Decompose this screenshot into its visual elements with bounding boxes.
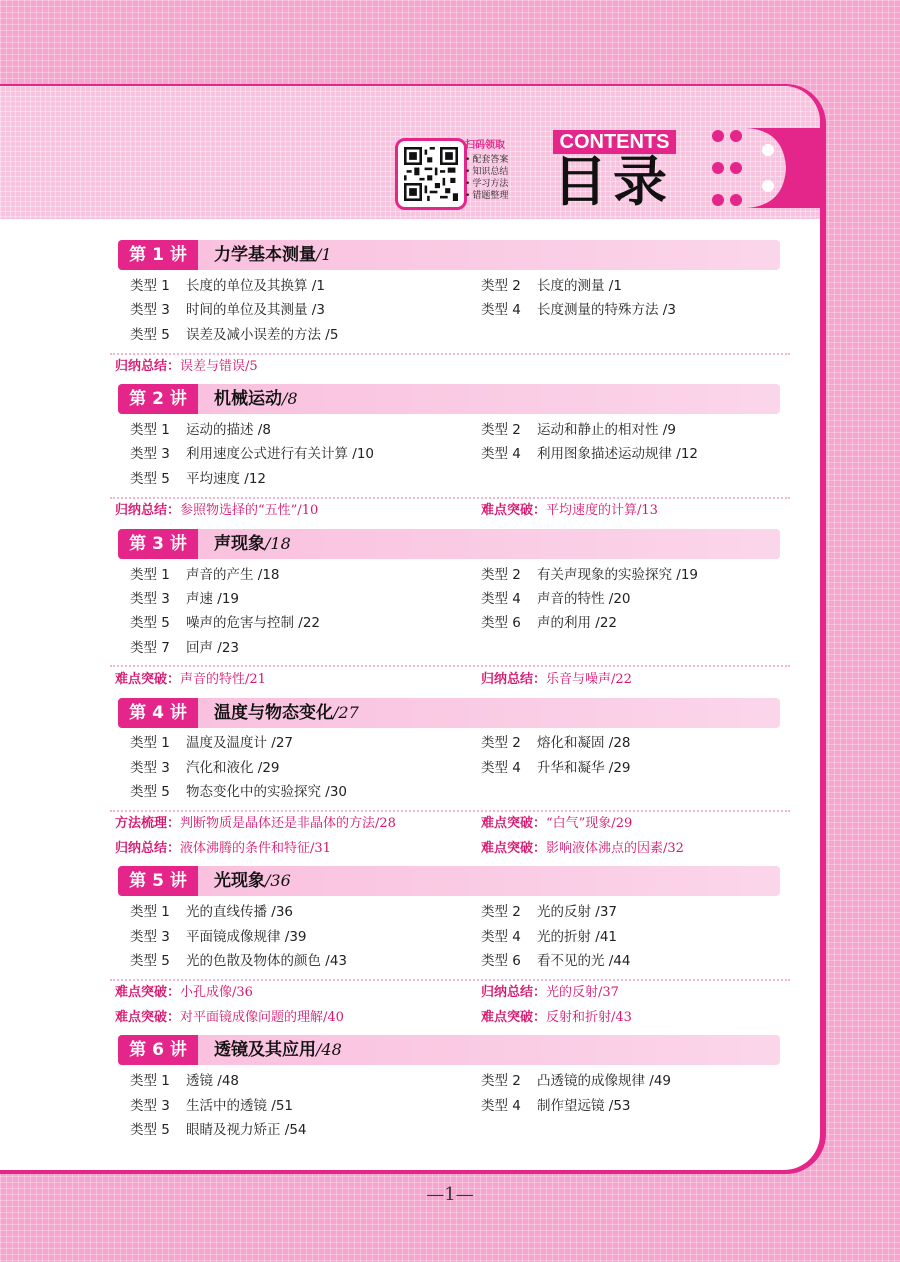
toc-item[interactable]: 类型 2 凸透镜的成像规律 /49 [481,1073,672,1089]
lecture-title: 温度与物态变化/27 [214,703,359,723]
toc-item[interactable]: 类型 4 长度测量的特殊方法 /3 [481,302,676,318]
toc-item[interactable]: 类型 4 声音的特性 /20 [481,591,631,607]
toc-item[interactable]: 类型 3 声速 /19 [130,591,240,607]
divider [110,979,790,981]
summary-link[interactable]: 难点突破：对平面镜成像问题的理解/40 [115,1010,344,1025]
lecture-number: 第 4 讲 [118,698,198,728]
toc-item[interactable]: 类型 3 平面镜成像规律 /39 [130,929,307,945]
lecture-header[interactable] [118,866,780,896]
lecture-title: 透镜及其应用/48 [214,1040,342,1060]
lecture-header[interactable] [118,698,780,728]
lecture-number: 第 1 讲 [118,240,198,270]
toc-item[interactable]: 类型 3 生活中的透镜 /51 [130,1098,294,1114]
toc-item[interactable]: 类型 4 升华和凝华 /29 [481,760,631,776]
lecture-number: 第 3 讲 [118,529,198,559]
summary-link[interactable]: 难点突破：“白气”现象/29 [481,816,633,831]
lecture-number: 第 2 讲 [118,384,198,414]
lecture-number: 第 5 讲 [118,866,198,896]
qr-line: • 学习方法 [465,178,535,190]
divider [110,497,790,499]
toc-item[interactable]: 类型 2 长度的测量 /1 [481,278,622,294]
lecture-title: 光现象/36 [214,871,291,891]
toc-item[interactable]: 类型 3 时间的单位及其测量 /3 [130,302,325,318]
decorative-dots-icon [706,128,826,208]
lecture-title: 力学基本测量/1 [214,245,332,265]
toc-item[interactable]: 类型 6 看不见的光 /44 [481,953,631,969]
toc-item[interactable]: 类型 1 声音的产生 /18 [130,567,280,583]
toc-item[interactable]: 类型 2 光的反射 /37 [481,904,618,920]
summary-link[interactable]: 归纳总结：误差与错误/5 [115,359,258,374]
contents-label: CONTENTS [553,130,676,154]
toc-item[interactable]: 类型 7 回声 /23 [130,640,240,656]
summary-link[interactable]: 归纳总结：参照物选择的“五性”/10 [115,503,319,518]
toc-item[interactable]: 类型 1 运动的描述 /8 [130,422,271,438]
summary-link[interactable]: 难点突破：小孔成像/36 [115,985,253,1000]
qr-caption [465,140,535,202]
divider [110,353,790,355]
toc-item[interactable]: 类型 5 物态变化中的实验探究 /30 [130,784,348,800]
toc-item[interactable]: 类型 1 长度的单位及其换算 /1 [130,278,325,294]
qr-line: • 知识总结 [465,166,535,178]
summary-link[interactable]: 归纳总结：乐音与噪声/22 [481,672,632,687]
toc-item[interactable]: 类型 3 利用速度公式进行有关计算 /10 [130,446,375,462]
toc-item[interactable]: 类型 2 运动和静止的相对性 /9 [481,422,676,438]
page-title: 目录 [553,150,673,213]
toc-item[interactable]: 类型 1 透镜 /48 [130,1073,240,1089]
lecture-title: 声现象/18 [214,534,291,554]
toc-item[interactable]: 类型 3 汽化和液化 /29 [130,760,280,776]
qr-title: 扫码领取 [465,140,505,151]
toc-item[interactable]: 类型 5 平均速度 /12 [130,471,267,487]
toc-item[interactable]: 类型 2 有关声现象的实验探究 /19 [481,567,699,583]
summary-link[interactable]: 方法梳理：判断物质是晶体还是非晶体的方法/28 [115,816,396,831]
toc-item[interactable]: 类型 1 光的直线传播 /36 [130,904,294,920]
divider [110,665,790,667]
qr-line: • 配套答案 [465,154,535,166]
qr-code-icon [404,147,458,201]
toc-item[interactable]: 类型 6 声的利用 /22 [481,615,618,631]
lecture-title: 机械运动/8 [214,389,298,409]
toc-item[interactable]: 类型 4 制作望远镜 /53 [481,1098,631,1114]
lecture-header[interactable] [118,1035,780,1065]
divider [110,810,790,812]
toc-item[interactable]: 类型 1 温度及温度计 /27 [130,735,294,751]
summary-link[interactable]: 难点突破：声音的特性/21 [115,672,266,687]
toc-item[interactable]: 类型 5 误差及减小误差的方法 /5 [130,327,339,343]
toc-item[interactable]: 类型 5 噪声的危害与控制 /22 [130,615,321,631]
lecture-header[interactable] [118,240,780,270]
toc-item[interactable]: 类型 2 熔化和凝固 /28 [481,735,631,751]
toc-item[interactable]: 类型 4 光的折射 /41 [481,929,618,945]
toc-item[interactable]: 类型 4 利用图象描述运动规律 /12 [481,446,699,462]
summary-link[interactable]: 归纳总结：液体沸腾的条件和特征/31 [115,841,331,856]
summary-link[interactable]: 难点突破：反射和折射/43 [481,1010,632,1025]
summary-link[interactable]: 归纳总结：光的反射/37 [481,985,619,1000]
qr-line: • 错题整理 [465,190,535,202]
lecture-number: 第 6 讲 [118,1035,198,1065]
summary-link[interactable]: 难点突破：影响液体沸点的因素/32 [481,841,684,856]
toc-item[interactable]: 类型 5 眼睛及视力矫正 /54 [130,1122,307,1138]
toc-item[interactable]: 类型 5 光的色散及物体的颜色 /43 [130,953,348,969]
qr-code[interactable] [395,138,467,210]
lecture-header[interactable] [118,384,780,414]
page-number: —1— [426,1184,474,1205]
lecture-header[interactable] [118,529,780,559]
summary-link[interactable]: 难点突破：平均速度的计算/13 [481,503,658,518]
